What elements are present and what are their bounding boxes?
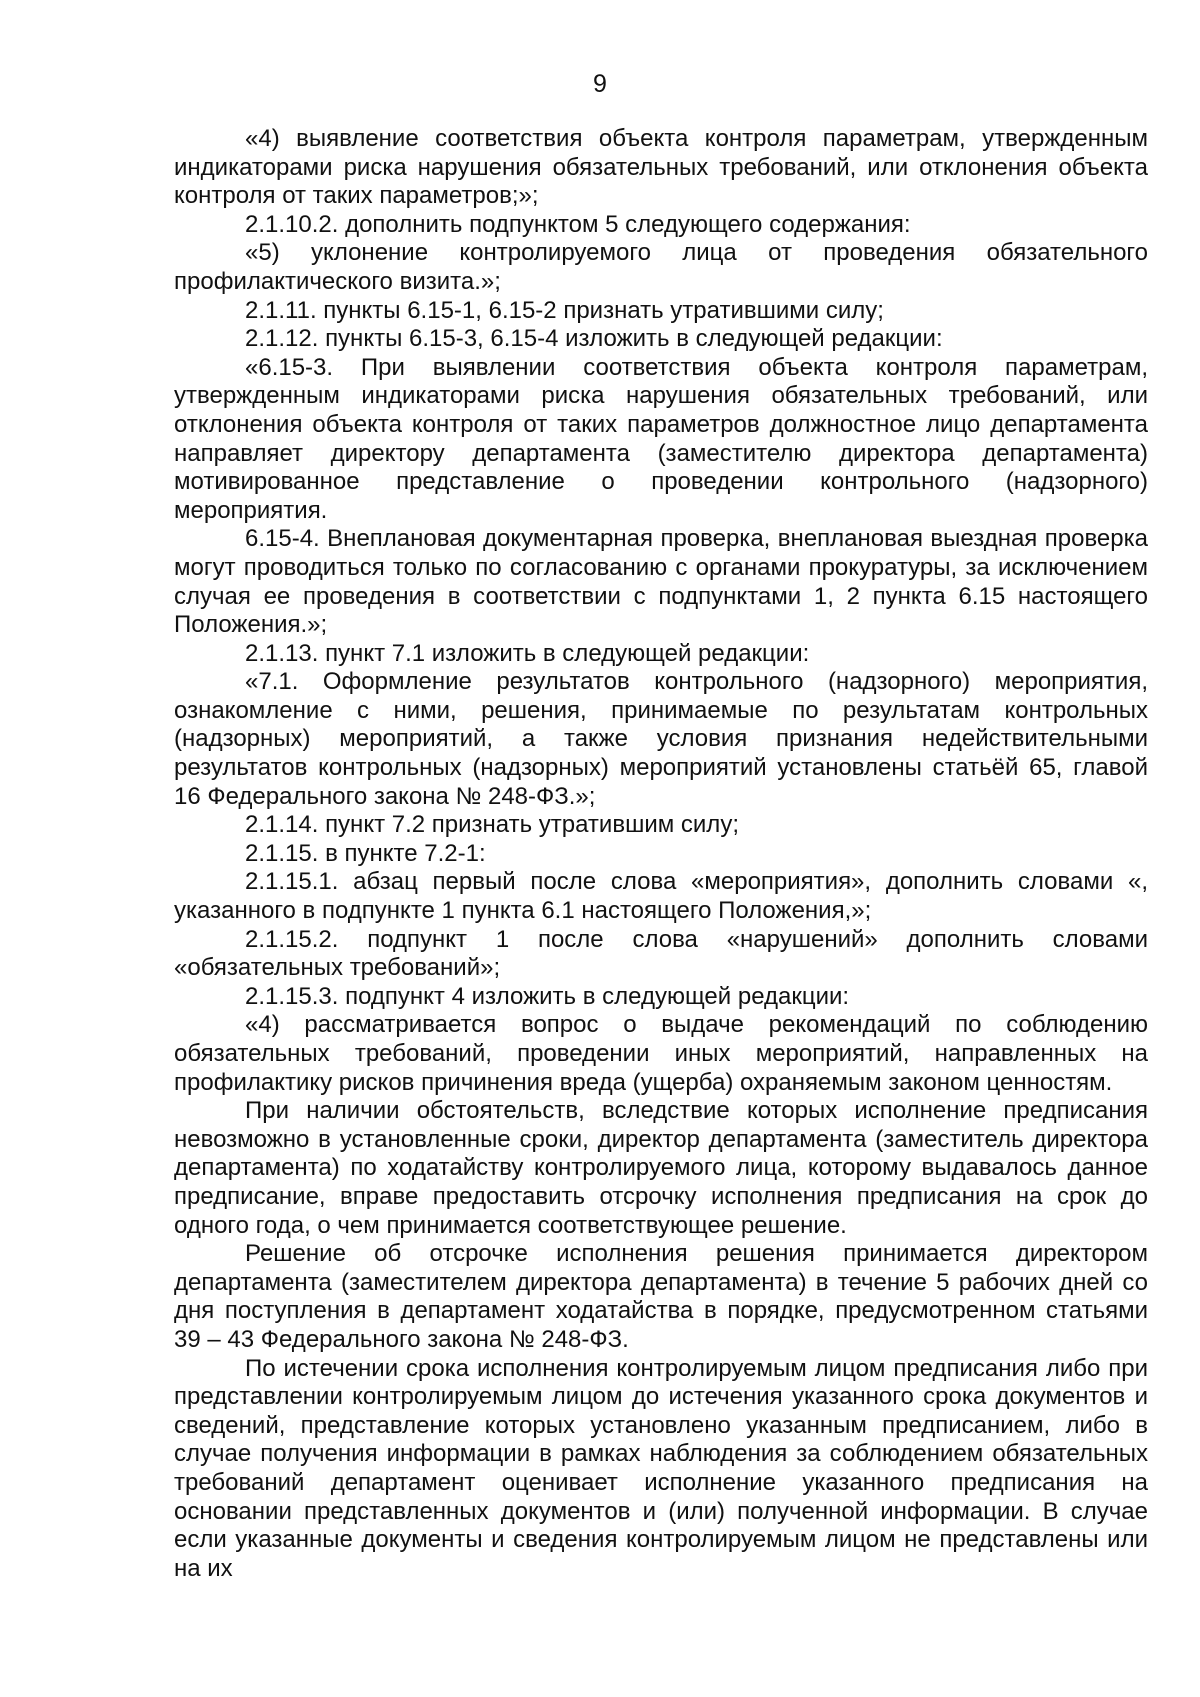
paragraph: «7.1. Оформление результатов контрольного (надзорного) мероприятия, ознакомление с ними, решения, принимаемые по результатам контрольных (надзорных) мероприятий, а также условия признания недействительными результатов контрольных (надзорных) мероприятий установлены статьёй 65, главой 16 Федерального закона № 248-ФЗ.»; xyxy=(174,668,1148,810)
paragraph: 2.1.12. пункты 6.15-3, 6.15-4 изложить в следующей редакции: xyxy=(245,325,943,353)
paragraph: «4) выявление соответствия объекта контроля параметрам, утвержденным индикаторами риска нарушения обязательных требований, или отклонения объекта контроля от таких параметров;»; xyxy=(174,125,1148,210)
paragraph: По истечении срока исполнения контролируемым лицом предписания либо при представлении контролируемым лицом до истечения указанного срока документов и сведений, представление которых установлено указанным предписанием, либо в случае получения информации в рамках наблюдения за соблюдением обязательных требований департамент оценивает исполнение указанного предписания на основании представленных документов и (или) полученной информации. В случае если указанные документы и сведения контролируемым лицом не представлены или на их xyxy=(174,1354,1148,1582)
paragraph: 6.15-4. Внеплановая документарная проверка, внеплановая выездная проверка могут проводиться только по согласованию с органами прокуратуры, за исключением случая ее проведения в соответствии с подпунктами 1, 2 пункта 6.15 настоящего Положения.»; xyxy=(174,525,1148,639)
paragraph: Решение об отсрочке исполнения решения принимается директором департамента (заместителем директора департамента) в течение 5 рабочих дней со дня поступления в департамент ходатайства в порядке, предусмотренном статьями 39 – 43 Федерального закона № 248-ФЗ. xyxy=(174,1240,1148,1353)
document-body xyxy=(174,125,1148,1583)
page-number: 9 xyxy=(593,70,607,98)
paragraph: 2.1.14. пункт 7.2 признать утратившим силу; xyxy=(245,811,739,839)
paragraph: «5) уклонение контролируемого лица от проведения обязательного профилактического визита.»; xyxy=(174,239,1148,295)
paragraph: 2.1.15.1. абзац первый после слова «мероприятия», дополнить словами «, указанного в подпункте 1 пункта 6.1 настоящего Положения,»; xyxy=(174,868,1148,925)
paragraph: 2.1.15. в пункте 7.2-1: xyxy=(245,839,486,867)
paragraph: 2.1.15.3. подпункт 4 изложить в следующей редакции: xyxy=(245,982,850,1010)
paragraph: При наличии обстоятельств, вследствие которых исполнение предписания невозможно в установленные сроки, директор департамента (заместитель директора департамента) по ходатайству контролируемого лица, которому выдавалось данное предписание, вправе предоставить отсрочку исполнения предписания на срок до одного года, о чем принимается соответствующее решение. xyxy=(174,1097,1148,1239)
paragraph: 2.1.13. пункт 7.1 изложить в следующей редакции: xyxy=(245,639,810,667)
paragraph: 2.1.10.2. дополнить подпунктом 5 следующего содержания: xyxy=(245,210,911,238)
paragraph: «6.15-3. При выявлении соответствия объекта контроля параметрам, утвержденным индикаторами риска нарушения обязательных требований, или отклонения объекта контроля от таких параметров должностное лицо департамента направляет директору департамента (заместителю директора департамента) мотивированное представление о проведении контрольного (надзорного) мероприятия. xyxy=(174,353,1148,524)
paragraph: 2.1.15.2. подпункт 1 после слова «нарушений» дополнить словами «обязательных требований»; xyxy=(174,925,1148,982)
paragraph: «4) рассматривается вопрос о выдаче рекомендаций по соблюдению обязательных требований, проведении иных мероприятий, направленных на профилактику рисков причинения вреда (ущерба) охраняемым законом ценностям. xyxy=(174,1011,1148,1096)
paragraph: 2.1.11. пункты 6.15-1, 6.15-2 признать утратившими силу; xyxy=(245,296,884,324)
